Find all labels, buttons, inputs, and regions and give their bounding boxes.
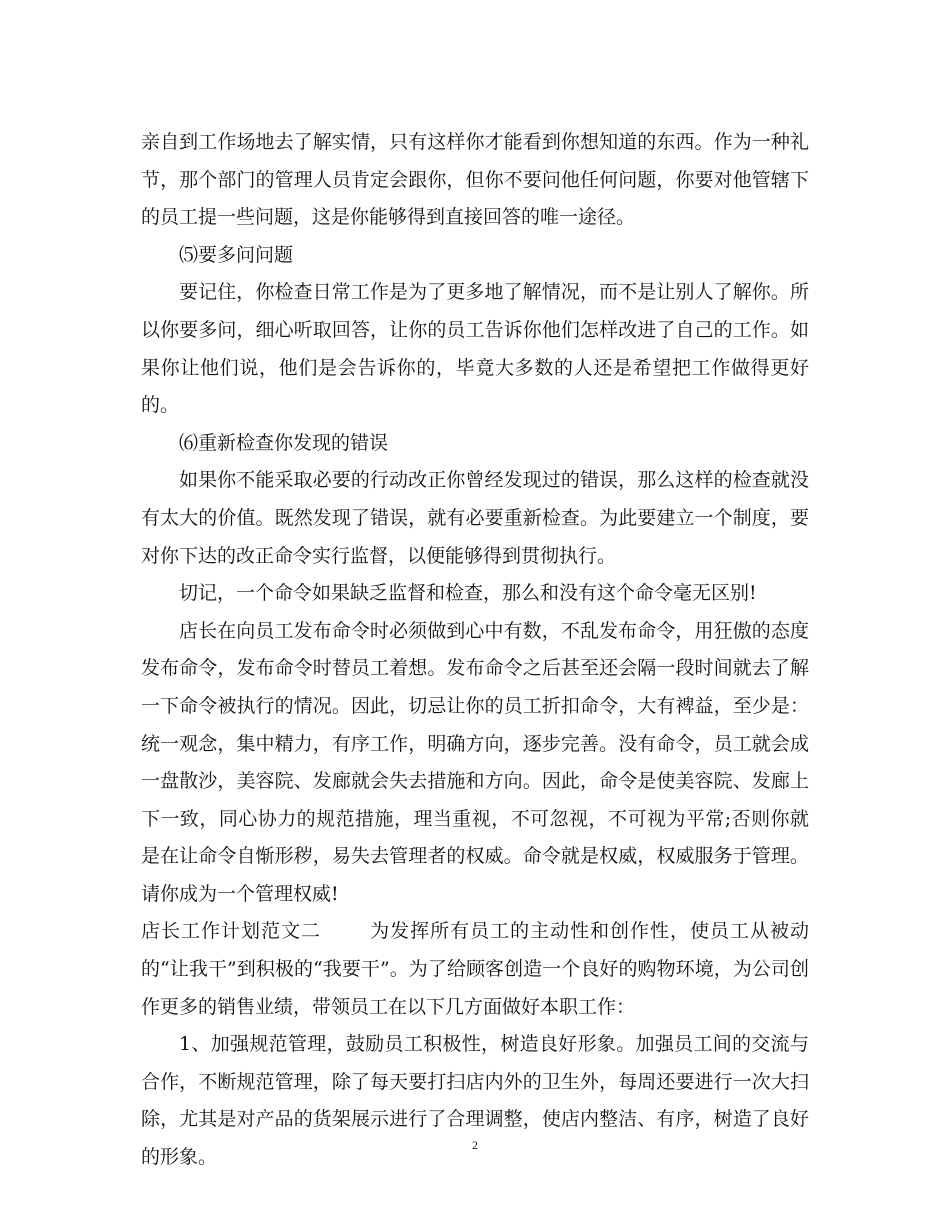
section-intro-text: 为发挥所有员工的主动性和创作性，使员工从被动的“让我干”到积极的“我要干”。为了给顾客创造一个良好的购物环境，为公司创作更多的销售业绩，带领员工在以下几方面做好本职工作： (141, 920, 809, 1018)
document-body (141, 124, 809, 1177)
body-paragraph-4: 切记，一个命令如果缺乏监督和检查，那么和没有这个命令毫无区别! (179, 582, 757, 605)
body-paragraph-7: 1、加强规范管理，鼓励员工积极性，树造良好形象。加强员工间的交流与合作，不断规范管理，除了每天要打扫店内外的卫生外，每周还要进行一次大扫除，尤其是对产品的货架展示进行了合理调整，使店内整洁、有序，树造了良好的形象。 (141, 1033, 809, 1169)
section-heading-6: ⑹重新检查你发现的错误 (179, 431, 389, 454)
body-paragraph-3: 如果你不能采取必要的行动改正你曾经发现过的错误，那么这样的检查就没有太大的价值。既然发现了错误，就有必要重新检查。为此要建立一个制度，要对你下达的改正命令实行监督，以便能够得到贯彻执行。 (141, 469, 809, 567)
title-gap (321, 920, 370, 942)
body-paragraph-2: 要记住，你检查日常工作是为了更多地了解情况，而不是让别人了解你。所以你要多问，细心听取回答，让你的员工告诉你他们怎样改进了自己的工作。如果你让他们说，他们是会告诉你的，毕竟大多数的人还是希望把工作做得更好的。 (141, 281, 809, 417)
section-heading-5: ⑸要多问问题 (179, 243, 294, 266)
page-number: 2 (472, 1138, 478, 1152)
body-paragraph-6 (141, 913, 809, 1026)
body-paragraph-1: 亲自到工作场地去了解实情，只有这样你才能看到你想知道的东西。作为一种礼节，那个部门的管理人员肯定会跟你，但你不要问他任何问题，你要对他管辖下的员工提一些问题，这是你能够得到直接回答的唯一途径。 (141, 131, 809, 229)
body-paragraph-5: 店长在向员工发布命令时必须做到心中有数，不乱发布命令，用狂傲的态度发布命令，发布命令时替员工着想。发布命令之后甚至还会隔一段时间就去了解一下命令被执行的情况。因此，切忌让你的员工折扣命令，大有裨益，至少是：统一观念，集中精力，有序工作，明确方向，逐步完善。没有命令，员工就会成一盘散沙，美容院、发廊就会失去措施和方向。因此，命令是使美容院、发廊上下一致，同心协力的规范措施，理当重视，不可忽视，不可视为平常;否则你就是在让命令自惭形秽，易失去管理者的权威。命令就是权威，权威服务于管理。请你成为一个管理权威! (141, 619, 809, 905)
section-title-inline: 店长工作计划范文二 (141, 920, 321, 943)
